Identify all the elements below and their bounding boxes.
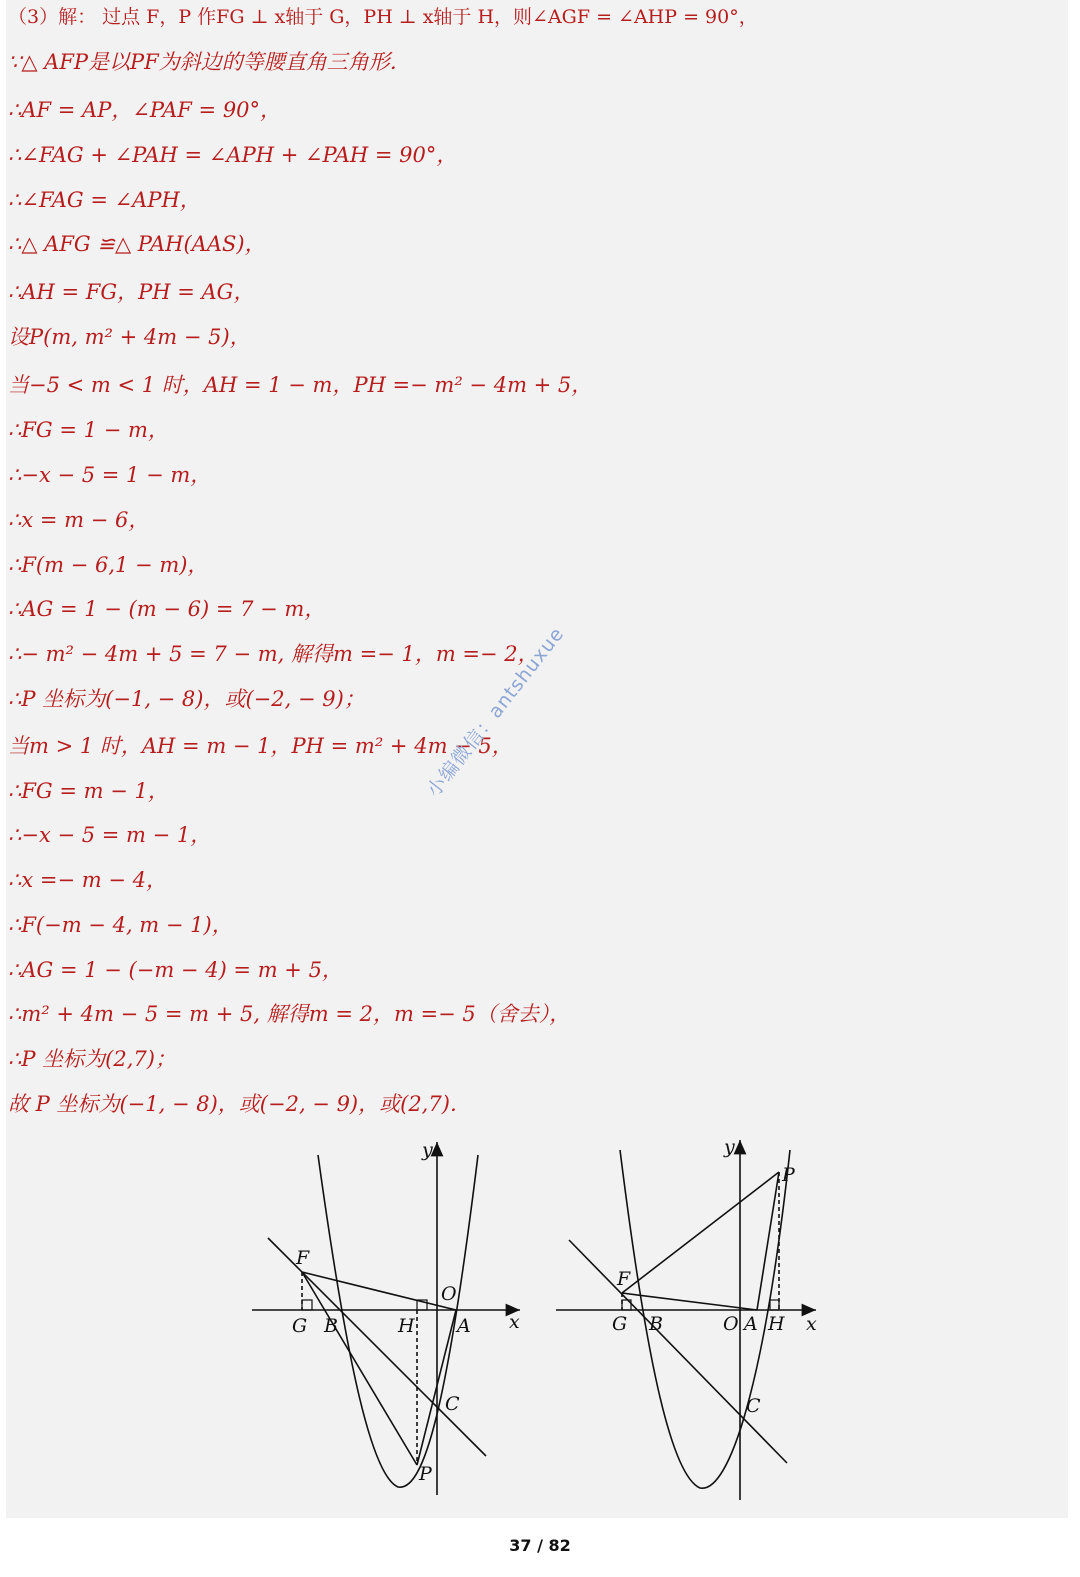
right-angle-g [302,1300,312,1310]
segment-fp [302,1272,417,1465]
solution-line: ∴F(m − 6,1 − m)， [8,553,209,577]
label-g: G [612,1313,628,1335]
label-c: C [445,1393,460,1415]
solution-line: ∴△ AFG ≌△ PAH(AAS)， [8,232,266,256]
label-o: O [723,1313,739,1335]
label-h: H [768,1313,785,1335]
label-o: O [441,1283,457,1305]
segment-fa [302,1272,456,1310]
page-number: 37 / 82 [509,1536,571,1555]
label-y: y [422,1139,433,1161]
label-g: G [292,1315,308,1337]
solution-line: ∴F(−m − 4, m − 1)， [8,913,233,937]
label-p: P [782,1164,795,1186]
label-f: F [296,1247,310,1269]
solution-line: ∴∠FAG + ∠PAH = ∠APH + ∠PAH = 90°， [8,143,458,167]
label-y: y [724,1136,735,1158]
label-h: H [398,1315,415,1337]
solution-line: 当−5 < m < 1 时，AH = 1 − m，PH =− m² − 4m + 5， [8,373,593,397]
solution-line: ∴− m² − 4m + 5 = 7 − m, 解得m =− 1，m =− 2， [8,642,539,666]
label-b: B [649,1313,663,1335]
solution-line: ∴AG = 1 − (−m − 4) = m + 5， [8,958,343,982]
solution-line: ∴−x − 5 = 1 − m， [8,463,212,487]
label-x: x [806,1313,817,1335]
solution-line: 故 P 坐标为(−1, − 8)，或(−2, − 9)，或(2,7)． [8,1092,471,1116]
label-x: x [509,1311,520,1333]
label-a: A [744,1313,758,1335]
solution-line: ∵△ AFP是以PF为斜边的等腰直角三角形． [8,50,411,74]
line-bc [268,1238,486,1456]
solution-line: ∴∠FAG = ∠APH， [8,188,201,212]
label-a: A [457,1315,471,1337]
solution-line: 设P(m, m² + 4m − 5)， [8,325,251,349]
label-b: B [324,1315,338,1337]
solution-line: ∴AG = 1 − (m − 6) = 7 − m， [8,597,326,621]
solution-line: ∴FG = m − 1， [8,779,169,803]
solution-line: （3）解： 过点 F，P 作FG ⊥ x轴于 G，PH ⊥ x轴于 H，则∠AGF = ∠AHP = 90°， [8,6,758,28]
line-bc [569,1240,787,1463]
solution-line: 当m > 1 时，AH = m − 1，PH = m² + 4m − 5， [8,734,513,758]
segment-ap [757,1172,779,1310]
label-f: F [617,1268,631,1290]
solution-line: ∴m² + 4m − 5 = m + 5, 解得m = 2，m =− 5（舍去）， [8,1002,571,1026]
solution-line: ∴AH = FG，PH = AG， [8,280,255,304]
solution-line: ∴P 坐标为(−1, − 8)，或(−2, − 9)； [8,687,365,711]
label-c: C [746,1395,761,1417]
watermark: 小编微信：antshuxue [422,622,569,802]
label-p: P [419,1463,432,1485]
solution-line: ∴x =− m − 4， [8,868,167,892]
right-angle-h [770,1300,779,1310]
solution-line: ∴AF = AP，∠PAF = 90°， [8,98,282,122]
solution-line: ∴FG = 1 − m， [8,418,169,442]
solution-line: ∴P 坐标为(2,7)； [8,1047,176,1071]
segment-fp [622,1172,779,1293]
solution-line: ∴x = m − 6， [8,508,150,532]
solution-line: ∴−x − 5 = m − 1， [8,823,212,847]
